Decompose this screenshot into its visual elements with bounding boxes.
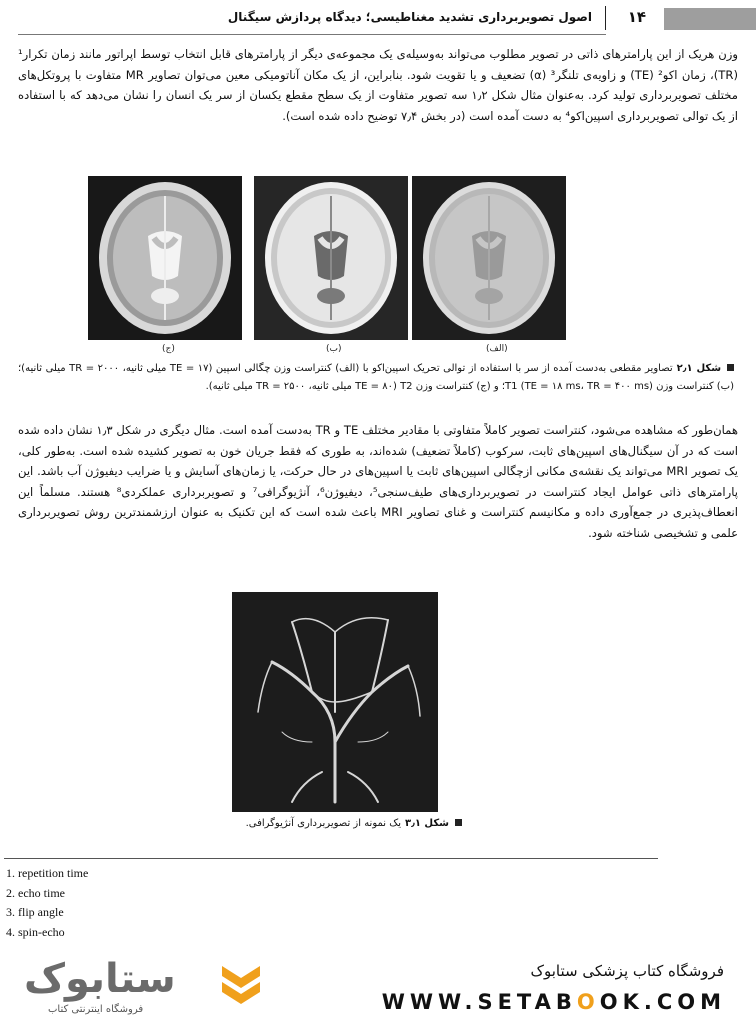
figure-1-caption-label: شکل ۲٫۱ — [676, 363, 722, 374]
footnote-item: 2. echo time — [6, 885, 65, 900]
footnotes — [6, 864, 88, 942]
figure-label-c: (ج) — [162, 344, 175, 354]
header-separator — [605, 6, 606, 30]
header-tab-block — [664, 8, 756, 30]
figure-1-caption-text: تصاویر مقطعی به‌دست آمده از سر با استفاده از توالی تحریک اسپین‌اکو با (الف) کنتراست وزن چگالی اسپین (TE = ۱۷ میلی ثانیه، TR = ۲۰۰۰ میلی ثانیه)؛ (ب) کنتراست وزن T1 (TE = ۱۸ ms، TR = ۴۰۰ ms)؛ و (ج) کنتراست وزن T2 (TE = ۸۰ میلی ثانیه، TR = ۲۵۰۰ میلی ثانیه). — [18, 363, 734, 392]
figure-mri-slices — [88, 176, 550, 340]
chevron-logo-icon — [218, 960, 264, 1008]
angiography-image — [232, 592, 438, 812]
body-paragraph-2: همان‌طور که مشاهده می‌شود، کنتراست تصویر کاملاً متفاوتی با مقادیر مختلف TE و TR به‌دست آمده است. مثال دیگری در شکل ۱٫۳ نشان داده شده است که در آن سیگنال‌های اسپین‌های ثابت، سرکوب (کاملاً تضعیف) شده‌اند، به طوری که فقط جریان خون به تصویر کشیده شده است. به‌طور کلی، یک تصویر MRI می‌تواند یک نقشه‌ی مکانی ازچگالی اسپین‌های ثابت یا اسپین‌های در حال حرکت، یا زمان‌های آسایش و یا ضرایب دیفیوژن آب باشد. این پارامترهای ذاتی عوامل ایجاد کنتراست در تصویربرداری‌های طیف‌سنجی⁵، دیفیوژن⁶، آنژیوگرافی⁷ و تصویربرداری عملکردی⁸ هستند. مسلماً این انعطاف‌پذیری در جمع‌آوری داده و مکانیسم کنتراست و غنای تصاویر MRI باعث شده است که این تکنیک به عنوان ارزشمندترین روش تصویربرداری علمی و تشخیصی شناخته شود. — [18, 423, 738, 540]
page-header — [0, 0, 756, 36]
advert-url[interactable] — [382, 990, 726, 1014]
footnote-rule — [4, 858, 658, 859]
advert-logo: ستابوک — [24, 956, 176, 1002]
caption-bullet — [455, 819, 462, 826]
footnote-item: 1. repetition time — [6, 866, 89, 880]
advert-url-accent: O — [576, 990, 600, 1014]
figure-label-b: (ب) — [326, 344, 342, 354]
header-rule — [18, 34, 606, 35]
mri-image-t2 — [88, 176, 242, 340]
caption-bullet — [727, 364, 734, 371]
advert-shop-name: فروشگاه کتاب پزشکی ستابوک — [530, 962, 724, 980]
figure-1-caption — [18, 360, 734, 396]
running-title: اصول تصویربرداری تشدید مغناطیسی؛ دیدگاه پردازش سیگنال — [227, 10, 592, 24]
advert-logo-subtitle: فروشگاه اینترنتی کتاب — [48, 1004, 144, 1015]
advert-url-part: OK.COM — [599, 990, 726, 1014]
figure-label-a: (الف) — [486, 344, 508, 354]
advert-url-part: WWW.SETAB — [381, 990, 577, 1014]
mri-image-t1 — [254, 176, 408, 340]
footnote-item: 4. spin-echo — [6, 924, 65, 939]
page-number: ۱۴ — [627, 8, 646, 26]
mri-image-pd — [412, 176, 566, 340]
figure-2-caption-text: یک نمونه از تصویربرداری آنژیوگرافی. — [245, 818, 401, 829]
footnote-item: 3. flip angle — [6, 905, 64, 919]
figure-2-caption-label: شکل ۳٫۱ — [404, 818, 449, 829]
figure-2-caption — [200, 818, 462, 829]
advert-banner[interactable] — [0, 944, 756, 1023]
body-paragraph-1: وزن هریک از این پارامترهای ذاتی در تصویر مطلوب می‌تواند به‌وسیله‌ی یک مجموعه‌ی دیگر از پارامترهای قابل انتخاب توسط اپراتور مانند زمان تکرار¹ (TR)، زمان اکو² (TE) و زاویه‌ی تلنگر³ (α) تضعیف و یا تقویت شود. بنابراین، از یک مکان آناتومیکی معین می‌توان تصاویر MR متفاوت با پروتکل‌های مختلف تصویربرداری تولید کرد. به‌عنوان مثال شکل ۱٫۲ سه تصویر متفاوت از یک سطح مقطع یکسان از سر یک انسان را نشان می‌دهد که با استفاده از یک توالی تصویربرداری اسپین‌اکو⁴ به دست آمده است (در بخش ۷٫۴ توضیح داده شده است). — [18, 47, 738, 123]
